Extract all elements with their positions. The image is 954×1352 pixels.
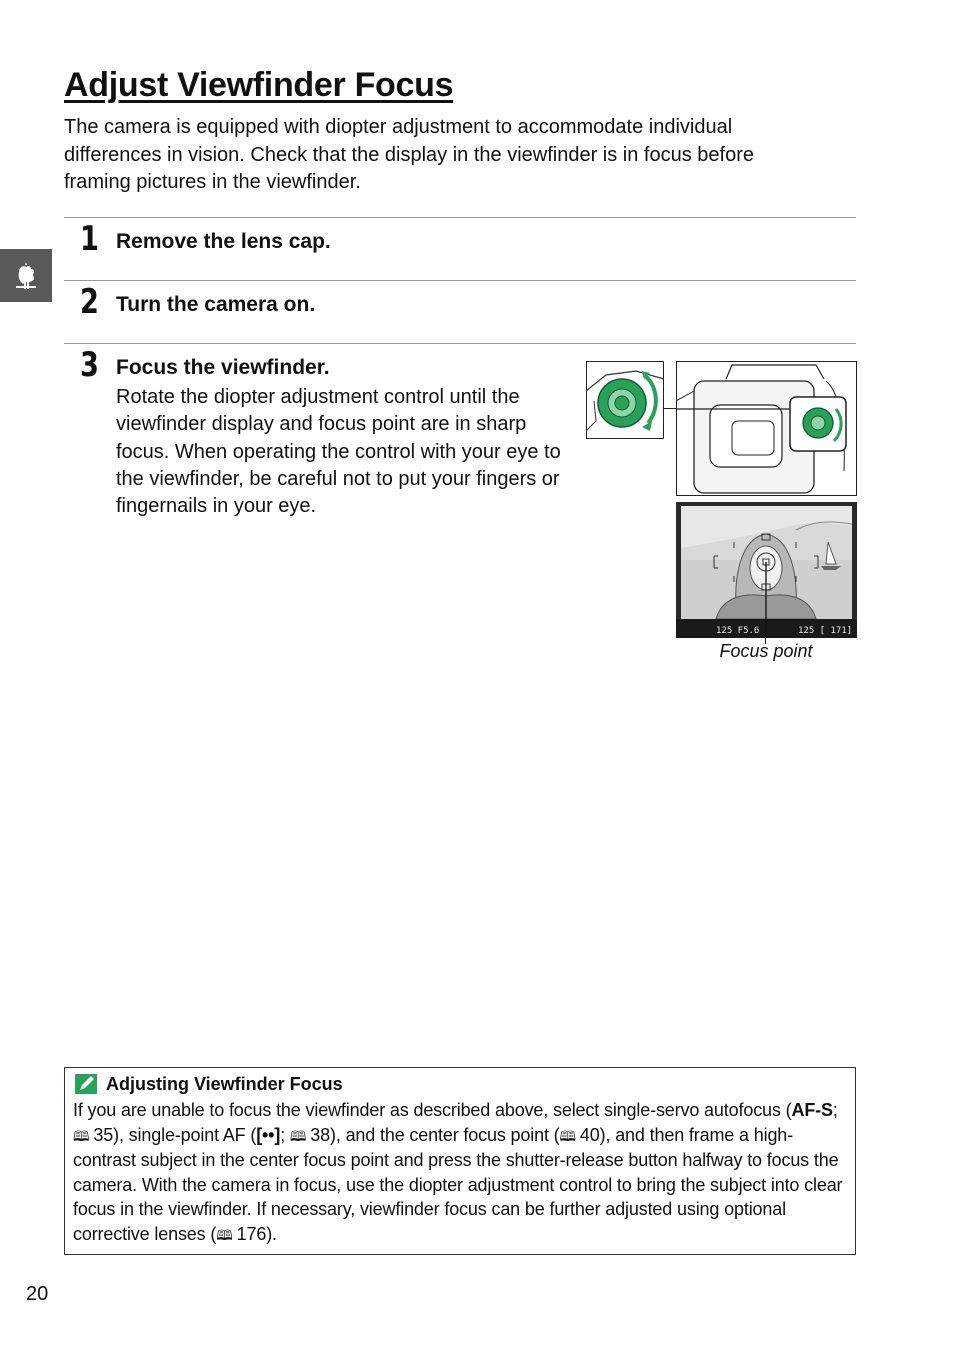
book-icon: 🕮 [289,1127,311,1144]
rooster-icon [13,262,39,290]
diopter-closeup-illustration [586,361,664,439]
note-text: 176). [236,1223,277,1244]
divider [64,343,856,344]
single-point-af-icon: [••] [256,1124,281,1145]
step-1-number: 1 [80,219,99,259]
separator: ; [280,1124,290,1145]
note-text: 35), single-point AF ( [93,1124,257,1145]
step-1-title: Remove the lens cap. [116,230,331,253]
note-box [64,1067,856,1255]
book-icon: 🕮 [73,1127,94,1144]
divider [64,217,856,218]
step-3-title: Focus the viewfinder. [116,356,330,379]
intro-paragraph: The camera is equipped with diopter adjustment to accommodate individual differences in vision. Check that the display in the viewfinder is in focus before framing pictures in the viewfinder. [64,116,754,193]
book-icon: 🕮 [559,1127,580,1144]
viewfinder-exposure-readout: 125 F5.6 [716,626,760,636]
page-title: Adjust Viewfinder Focus [64,66,454,104]
focus-point-caption: Focus point [719,641,813,661]
viewfinder-count-readout: 125 [ 171] [798,626,853,636]
note-text: If you are unable to focus the viewfinder as described above, select single-servo autofocus ( [73,1100,792,1120]
step-3-number: 3 [80,345,99,385]
page-number: 20 [26,1283,49,1305]
separator: ; [832,1100,838,1120]
leader-line [664,408,676,409]
afs-mode-label: AF-S [791,1100,833,1120]
divider [64,280,856,281]
section-tab [0,249,52,302]
book-icon: 🕮 [216,1226,237,1243]
note-body [73,1098,849,1248]
step-2-number: 2 [80,282,99,322]
note-title: Adjusting Viewfinder Focus [106,1074,343,1094]
note-text: 38), and the center focus point ( [310,1124,560,1145]
viewfinder-illustration [676,502,857,638]
pencil-note-icon [75,1074,97,1094]
step-3-body: Rotate the diopter adjustment control until the viewfinder display and focus point are in sharp focus. When operating the control with your eye to the viewfinder, be careful not to put your fingers or fingernails in your eye. [116,386,561,518]
camera-back-illustration [676,361,857,496]
step-2-title: Turn the camera on. [116,293,316,316]
note-text: 40), and then frame a high-contrast subject in the center focus point and press the shutter-release button halfway to focus the camera. With the camera in focus, use the diopter adjustment control to bring the subject into clear focus in the viewfinder. If necessary, viewfinder focus can be further adjusted using optional corrective lenses ( [73,1124,843,1244]
